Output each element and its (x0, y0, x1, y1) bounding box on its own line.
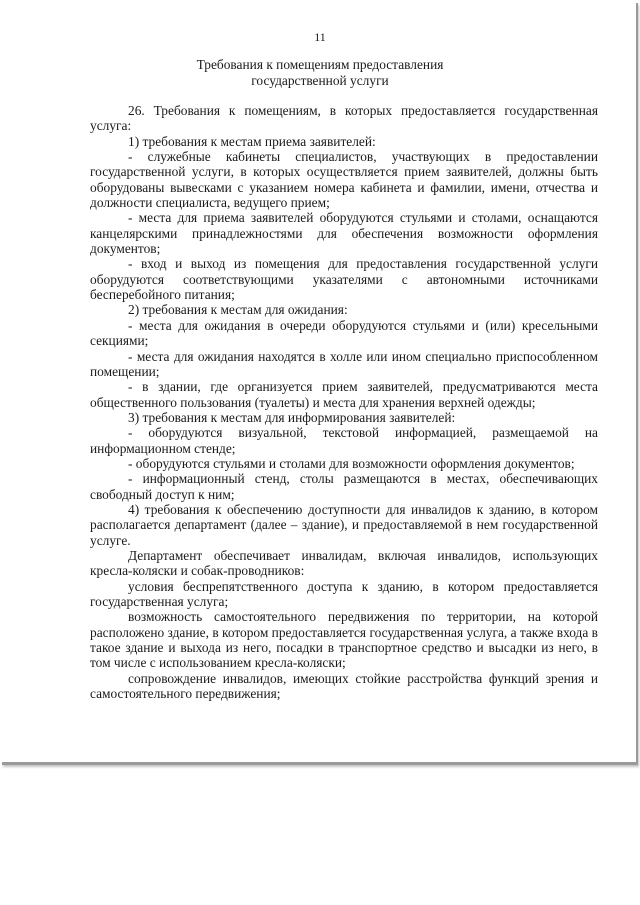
paragraph-offices-signage: - служебные кабинеты специалистов, участвующих в предоставлении государственной услуги, в которых осуществляется прием заявителей, должны быть оборудованы вывесками с указанием номера кабинета и фамилии, имени, отчества и должности специалиста, ведущего прием; (90, 149, 598, 211)
paragraph-waiting-hall: - места для ожидания находятся в холле или ином специально приспособленном помещении; (90, 348, 598, 379)
paragraph-waiting-seating: - места для ожидания в очереди оборудуются стульями и (или) кресельными секциями; (90, 317, 598, 349)
paragraph-waiting-requirements: 2) требования к местам для ожидания: (128, 302, 348, 318)
paragraph-information-requirements: 3) требования к местам для информирования заявителей: (128, 409, 456, 425)
paragraph-information-stand: - оборудуются визуальной, текстовой информацией, размещаемой на информационном стенде; (90, 425, 598, 456)
section-title-line-2: государственной услуги (251, 73, 389, 88)
paragraph-independent-movement: возможность самостоятельного передвижения по территории, на которой расположено здание, в котором предоставляется государственная услуга, а также входа в такое здание и выхода из него, посадки в транспортное средство и высадки из него, в том числе с использованием кресла-коляски; (90, 609, 598, 671)
paragraph-entrance-exit: - вход и выход из помещения для предоставления государственной услуги оборудуются соответствующими указателями с автономными источниками бесперебойного питания; (90, 256, 598, 303)
section-title (0, 57, 640, 89)
paragraph-department-provides: Департамент обеспечивает инвалидам, включая инвалидов, использующих кресла-коляски и собак-проводников: (90, 547, 598, 579)
paragraph-escort: сопровождение инвалидов, имеющих стойкие расстройства функций зрения и самостоятельного передвижения; (90, 670, 598, 702)
paragraph-free-access: - информационный стенд, столы размещаются в местах, обеспечивающих свободный доступ к ним; (90, 471, 598, 502)
section-title-line-1: Требования к помещениям предоставления (196, 57, 444, 72)
paragraph-unobstructed-access: условия беспрепятственного доступа к зданию, в котором предоставляется государственная услуга; (90, 578, 598, 609)
document-body (90, 103, 598, 701)
paragraph-reception-furniture: - места для приема заявителей оборудуются стульями и столами, оснащаются канцелярскими принадлежностями для обеспечения возможности оформления документов; (90, 210, 598, 257)
paragraph-public-facilities: - в здании, где организуется прием заявителей, предусматриваются места общественного пользования (туалеты) и места для хранения верхней одежды; (90, 379, 598, 410)
paragraph-accessibility-requirements: 4) требования к обеспечению доступности для инвалидов к зданию, в котором располагается департамент (далее – здание), и предоставляемой в нем государственной услуге. (90, 501, 598, 548)
page-number: 11 (314, 30, 326, 44)
paragraph-reception-requirements: 1) требования к местам приема заявителей: (128, 133, 376, 149)
paragraph-26-intro: 26. Требования к помещениям, в которых предоставляется государственная услуга: (90, 103, 598, 134)
paragraph-information-furniture: - оборудуются стульями и столами для возможности оформления документов; (128, 455, 575, 471)
